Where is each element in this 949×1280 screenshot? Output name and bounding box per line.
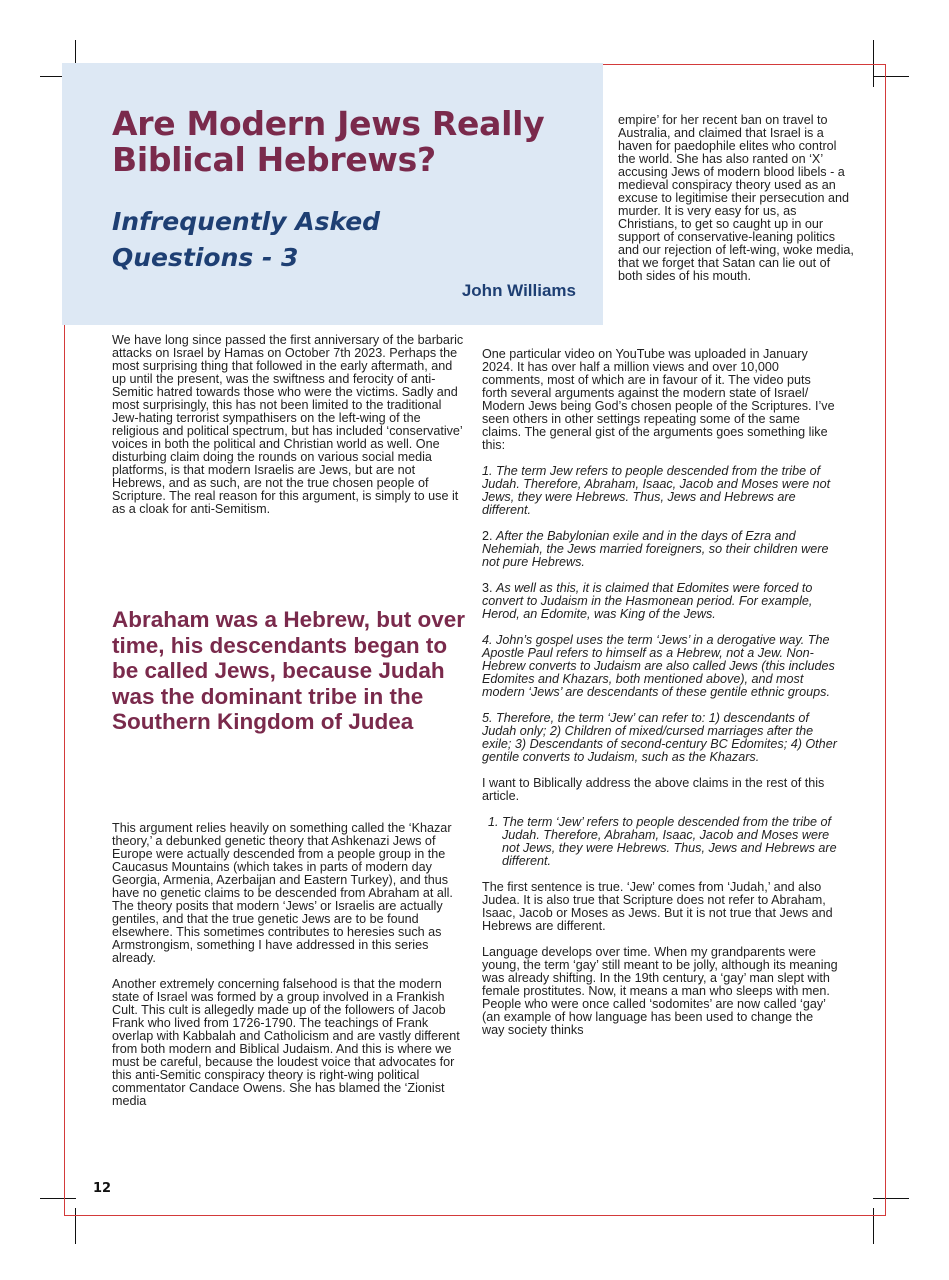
page-number: 12 [93, 1181, 112, 1196]
body-paragraph: Another extremely concerning falsehood is that the modern state of Israel was formed by a group involved in a Frankish Cult. This cult is allegedly made up of the followers of Jacob Frank who lived from 1726-1790. The teachings of Frank overlap with Kabbalah and Catholicism and are vastly different from both modern and Biblical Judaism. And this is where we must be careful, because the loudest voice that advocates for this anti-Semitic conspiracy theory is right-wing political commentator Candace Owens. She has blamed the ‘Zionist media [112, 977, 460, 1108]
claim-text: After the Babylonian exile and in the days of Ezra and Nehemiah, the Jews married foreigners, so their children were not pure Hebrews. [482, 529, 829, 569]
body-paragraph: empire’ for her recent ban on travel to Australia, and claimed that Israel is a haven for paedophile elites who control the world. She has also ranted on ‘X’ accusing Jews of modern blood libels - a medieval conspiracy theory used as an excuse to legitimise their persecution and murder. It is very easy for us, as Christians, to get so caught up in our support of conservative-leaning politics and our rejection of left-wing, woke media, that we forget that Satan can lie out of both sides of his mouth. [618, 113, 854, 283]
body-paragraph: This argument relies heavily on something called the ‘Khazar theory,’ a debunked genetic theory that Ashkenazi Jews of Europe were actually descended from a people group in the Caucasus Mountains (which takes in parts of modern day Georgia, Armenia, Azerbaijan and Eastern Turkey), and thus have no genetic claims to be descended from Abraham at all. The theory posits that modern ‘Jews’ or Israelis are actually gentiles, and that the true genetic Jews are to be found elsewhere. This sometimes contributes to heresies such as Armstrongism, something I have addressed in this series already. [112, 821, 453, 965]
claim-number: 2. [482, 529, 493, 543]
claim-item [482, 465, 838, 517]
claim-number: 3. [482, 581, 493, 595]
bleed-border-right [885, 64, 886, 1216]
article-title: Are Modern Jews Really Biblical Hebrews? [112, 104, 545, 179]
pull-quote: Abraham was a Hebrew, but over time, his descendants began to be called Jews, because Judah was the dominant tribe in the Southern Kingdom of Judea [112, 607, 466, 734]
body-paragraph: Language develops over time. When my grandparents were young, the term ‘gay’ still meant to be jolly, although its meaning was already shifting. In the 19th century, a ‘gay’ man slept with female prostitutes. Now, it means a man who sleeps with men. People who were once called ‘sodomites’ are now called ‘gay’ (an example of how language has been used to change the way society thinks [482, 945, 838, 1037]
crop-mark [873, 76, 909, 77]
left-column-intro [112, 334, 464, 529]
author-name: John Williams [461, 281, 576, 300]
claim-number: 1. [482, 464, 493, 478]
bleed-border-top [603, 64, 886, 65]
claim-number: 5. [482, 711, 493, 725]
claim-text: The term Jew refers to people descended from the tribe of Judah. Therefore, Abraham, Isaac, Jacob and Moses were not Jews, they were Hebrews. Thus, Jews and Hebrews are different. [482, 464, 831, 517]
claim-item [482, 634, 838, 699]
claim-text: Therefore, the term ‘Jew’ can refer to: 1) descendants of Judah only; 2) Children of mixed/cursed marriages after the exile; 3) Descendants of second-century BC Edomites; 4) Other gentile converts to Judaism, such as the Khazars. [482, 711, 837, 764]
body-paragraph: One particular video on YouTube was uploaded in January 2024. It has over half a million views and over 10,000 comments, most of which are in favour of it. The video puts forth several arguments against the modern state of Israel/ Modern Jews being God’s chosen people of the Scriptures. I’ve seen others in other settings repeating some of the same claims. The general gist of the arguments goes something like this: [482, 347, 835, 452]
list-item: 1. The term ‘Jew’ refers to people descended from the tribe of Judah. Therefore, Abraham, Isaac, Jacob and Moses were not Jews, they were Hebrews. Thus, Jews and Hebrews are different. [502, 816, 838, 868]
bleed-border-bottom [64, 1215, 886, 1216]
left-column-lower [112, 822, 464, 1121]
body-paragraph: I want to Biblically address the above claims in the rest of this article. [482, 776, 825, 803]
right-column-main [482, 348, 838, 1050]
intro-paragraph: We have long since passed the first anniversary of the barbaric attacks on Israel by Hamas on October 7th 2023. Perhaps the most surprising thing that followed in the early aftermath, and up until the present, was the swiftness and ferocity of anti-Semitic hatred towards those who were the victims. Sadly and most surprisingly, this has not been limited to the traditional Jew-hating terrorist sympathisers on the left-wing of the religious and political spectrum, but has included ‘conservative’ voices in both the political and Christian world as well. One disturbing claim doing the rounds on various social media platforms, is that modern Israelis are Jews, but are not Hebrews, and as such, are not the true chosen people of Scripture. The real reason for this argument, is simply to use it as a cloak for anti-Semitism. [112, 333, 464, 516]
claim-item [482, 582, 838, 621]
crop-mark [40, 1198, 76, 1199]
claim-text: As well as this, it is claimed that Edomites were forced to convert to Judaism in the Hasmonean period. For example, Herod, an Edomite, was King of the Jews. [482, 581, 813, 621]
bleed-border-left [64, 325, 65, 1216]
right-column-top [618, 114, 854, 296]
crop-mark [75, 1208, 76, 1244]
article-subtitle: Infrequently Asked Questions - 3 [112, 207, 381, 272]
claim-item [482, 530, 838, 569]
body-paragraph: The first sentence is true. ‘Jew’ comes from ‘Judah,’ and also Judea. It is also true that Scripture does not refer to Abraham, Isaac, Jacob or Moses as Jews. But it is not true that Jews and Hebrews are different. [482, 880, 833, 933]
crop-mark [873, 1208, 874, 1244]
claim-item [482, 712, 838, 764]
numbered-list [482, 816, 838, 868]
claim-text: John’s gospel uses the term ‘Jews’ in a derogative way. The Apostle Paul refers to himself as a Hebrew, not a Jew. Non-Hebrew converts to Judaism are also called Jews (this includes Edomites and Khazars, both mentioned above), and most modern ‘Jews’ are descendants of these gentile ethnic groups. [482, 633, 835, 699]
claim-number: 4. [482, 633, 493, 647]
crop-mark [873, 1198, 909, 1199]
